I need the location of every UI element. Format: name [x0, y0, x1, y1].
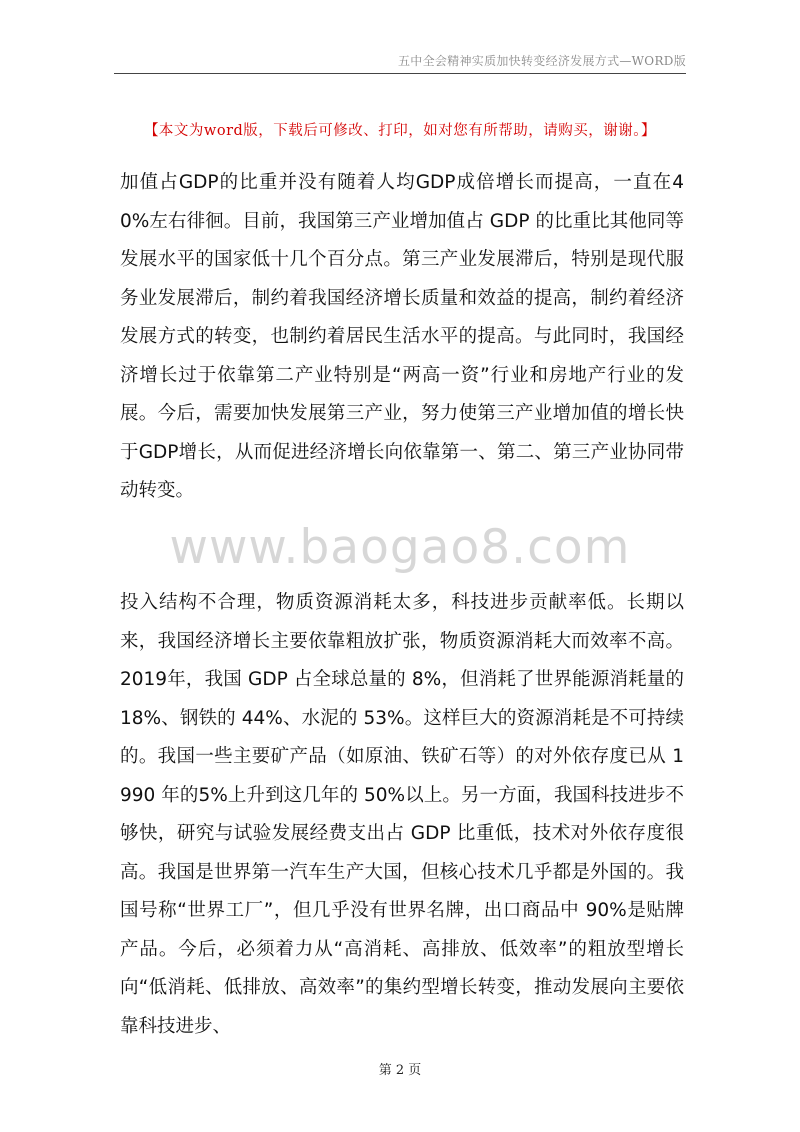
watermark-text: www.baogao8.com	[169, 520, 631, 575]
page-number: 第 2 页	[378, 1063, 422, 1078]
body-paragraph-1: 加值占GDP的比重并没有随着人均GDP成倍增长而提高，一直在40%左右徘徊。目前，我国第三产业增加值占 GDP 的比重比其他同等发展水平的国家低十几个百分点。第三产业发展滞后，特别是现代服务业发展滞后，制约着我国经济增长质量和效益的提高，制约着经济发展方式的转变，也制约着居民生活水平的提高。与此同时，我国经济增长过于依靠第二产业特别是“两高一资”行业和房地产行业的发展。今后，需要加快发展第三产业，努力使第三产业增加值的增长快于GDP增长，从而促进经济增长向依靠第一、第二、第三产业协同带动转变。	[120, 172, 684, 501]
body-paragraph-2: 投入结构不合理，物质资源消耗太多，科技进步贡献率低。长期以来，我国经济增长主要依靠粗放扩张，物质资源消耗大而效率不高。2019年，我国 GDP 占全球总量的 8%，但消耗了世界能源消耗量的 18%、钢铁的 44%、水泥的 53%。这样巨大的资源消耗是不可持续的。我国一些主要矿产品（如原油、铁矿石等）的对外依存度已从 1990 年的5%上升到这几年的 50%以上。另一方面，我国科技进步不够快，研究与试验发展经费支出占 GDP 比重低，技术对外依存度很高。我国是世界第一汽车生产大国，但核心技术几乎都是外国的。我国号称“世界工厂”，但几乎没有世界名牌，出口商品中 90%是贴牌产品。今后，必须着力从“高消耗、高排放、低效率”的粗放型增长向“低消耗、低排放、高效率”的集约型增长转变，推动发展向主要依靠科技进步、	[120, 592, 684, 1037]
header-divider	[114, 73, 686, 74]
download-notice: 【本文为word版，下载后可修改、打印，如对您有所帮助，请购买，谢谢。】	[143, 123, 657, 139]
page-header-title: 五中全会精神实质加快转变经济发展方式—WORD版	[397, 54, 686, 68]
